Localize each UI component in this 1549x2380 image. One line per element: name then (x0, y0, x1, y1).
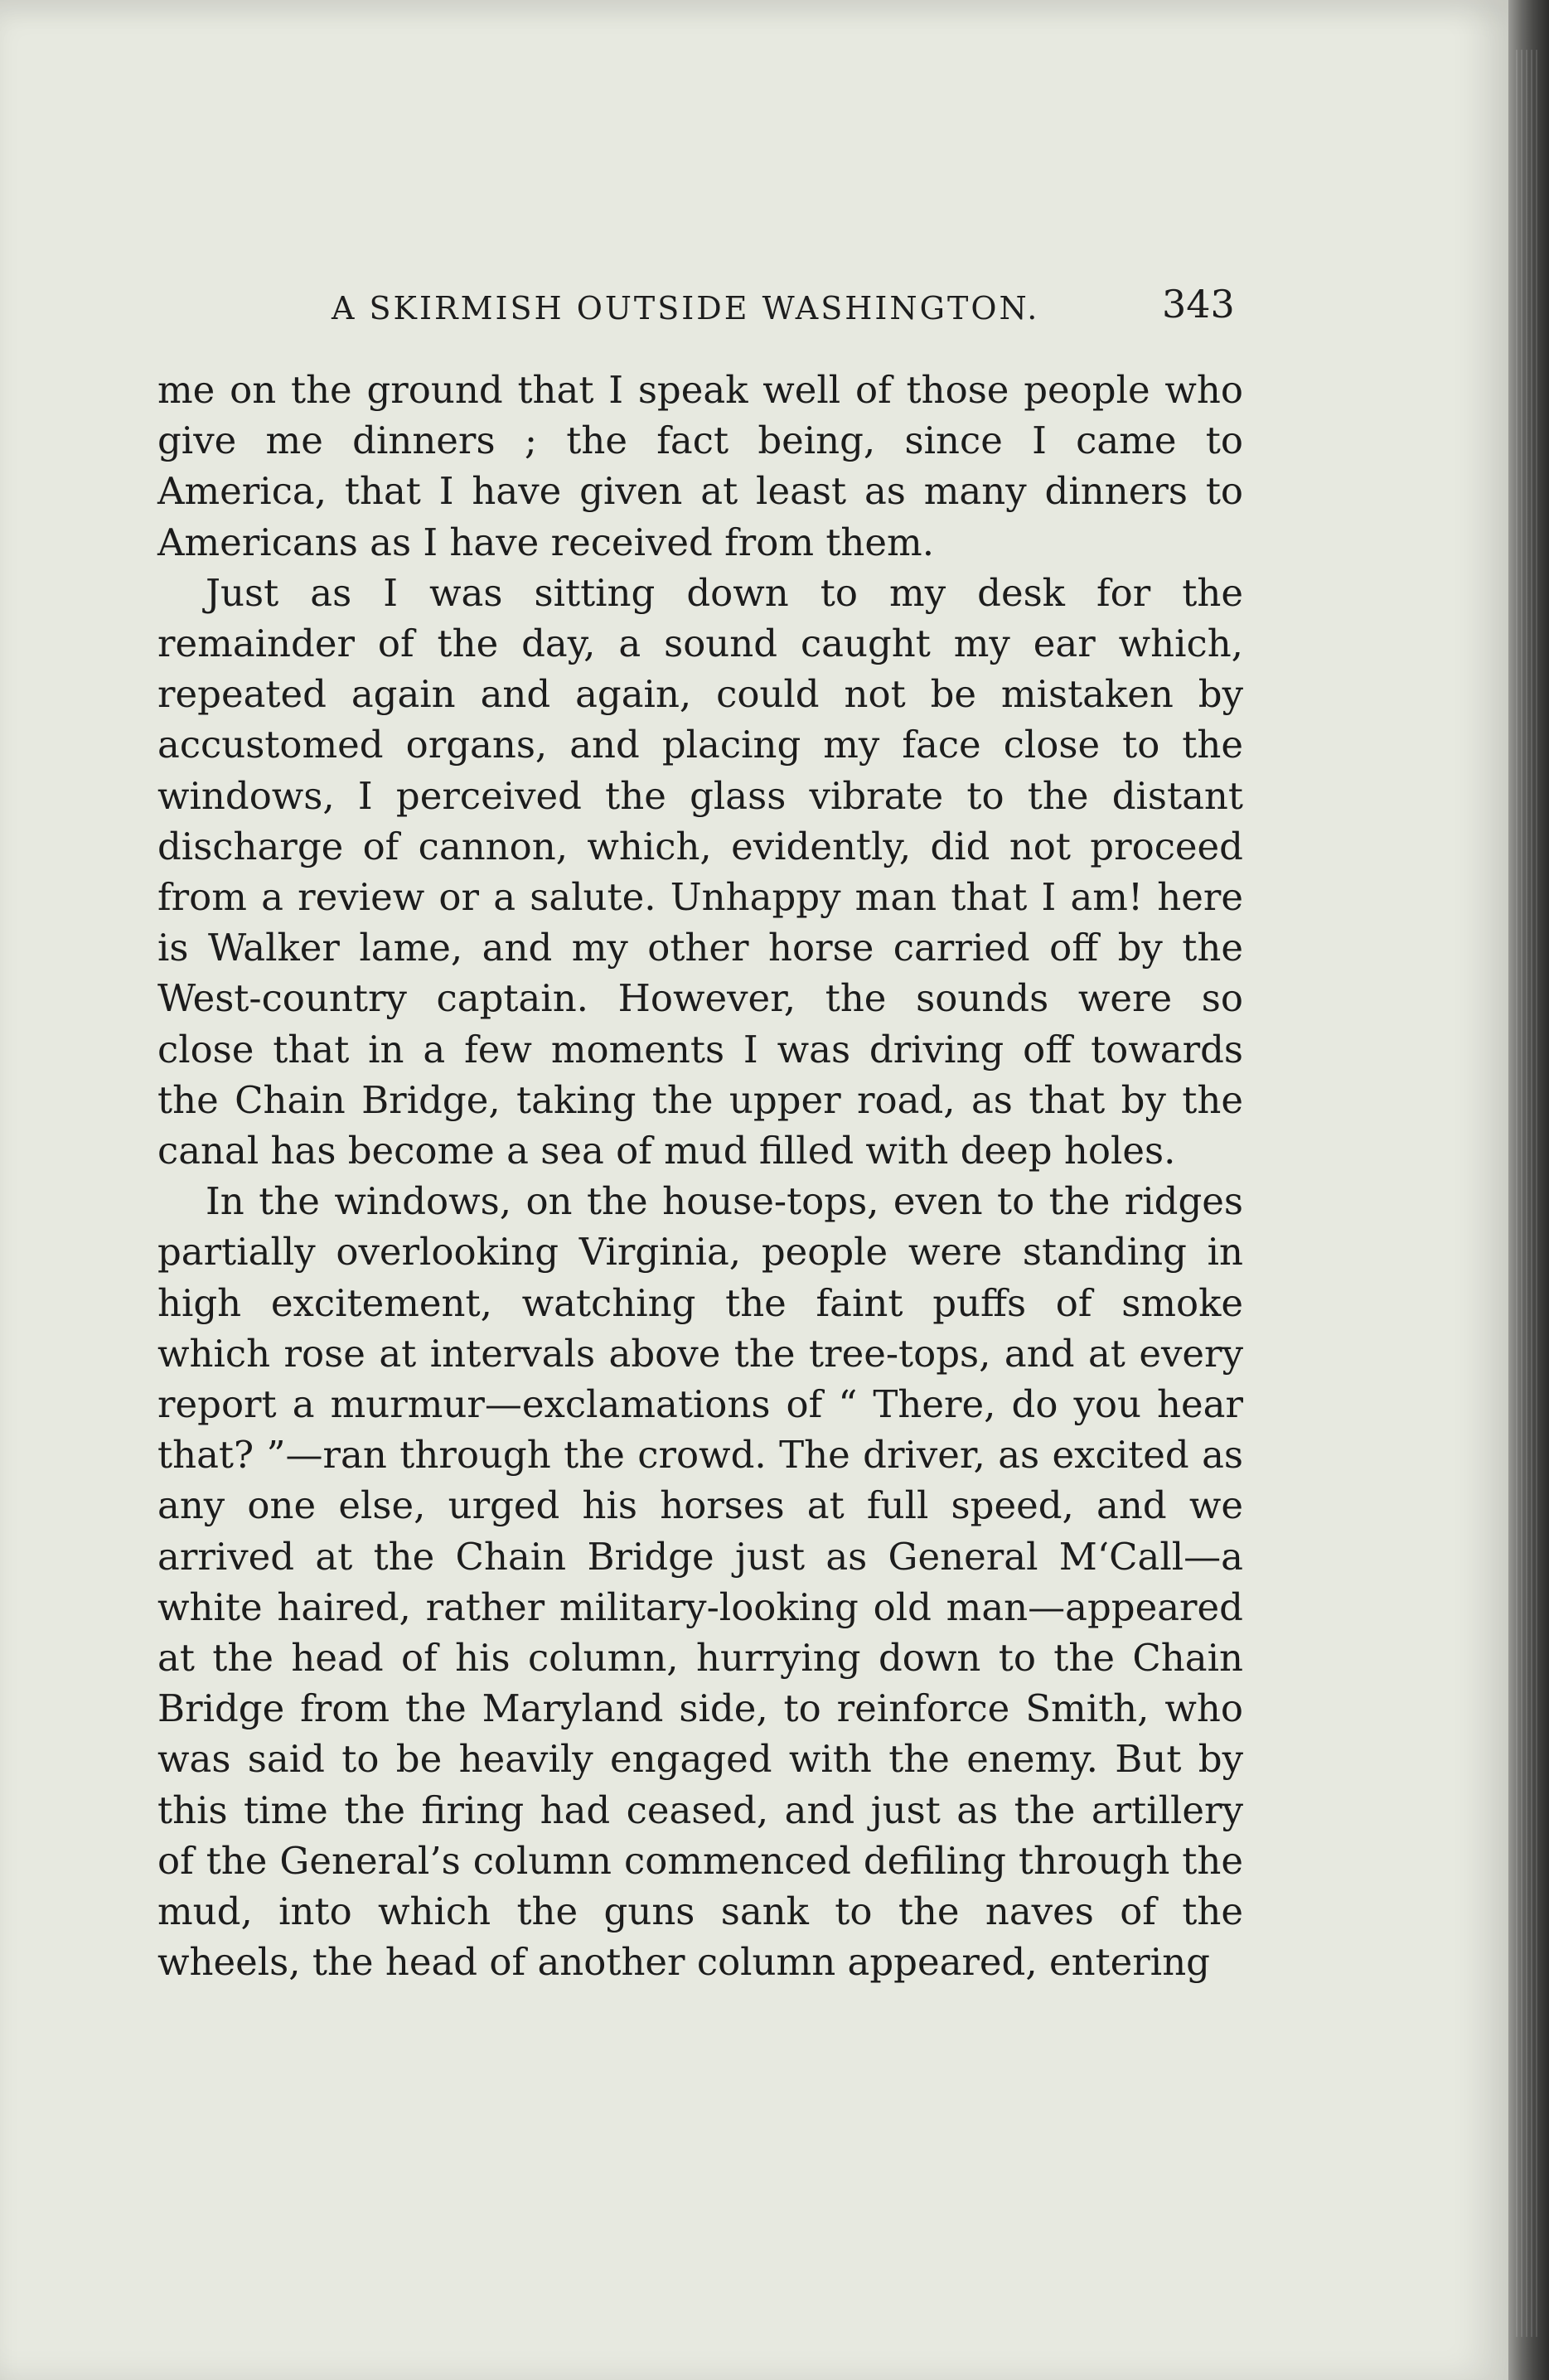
page-edge-lines (1516, 50, 1541, 2337)
body-text (157, 365, 1243, 1988)
paragraph-3: In the windows, on the house-tops, even to the ridges partially overlooking Virginia, people were standing in high excitement, watching the faint puffs of smoke which rose at intervals above the tree-tops, and at every report a murmur—exclamations of “ There, do you hear that? ”—ran through the crowd. The driver, as excited as any one else, urged his horses at full speed, and we arrived at the Chain Bridge just as General M‘Call—a white haired, rather military-looking old man—appeared at the head of his column, hurrying down to the Chain Bridge from the Maryland side, to reinforce Smith, who was said to be heavily engaged with the enemy. But by this time the firing had ceased, and just as the artillery of the General’s column commenced defiling through the mud, into which the guns sank to the naves of the wheels, the head of another column appeared, entering (157, 1179, 1243, 1985)
running-head: A SKIRMISH OUTSIDE WASHINGTON. (332, 290, 1040, 327)
book-page-edge (1508, 0, 1549, 2380)
paragraph-2: Just as I was sitting down to my desk for the remainder of the day, a sound caught my ear which, repeated again and again, could not be mistaken by accustomed organs, and placing my face close to the windows, I perceived the glass vibrate to the distant discharge of cannon, which, evidently, did not proceed from a review or a salute. Unhappy man that I am! here is Walker lame, and my other horse carried off by the West-country captain. However, the sounds were so close that in a few moments I was driving off towards the Chain Bridge, taking the upper road, as that by the canal has become a sea of mud filled with deep holes. (157, 570, 1243, 1173)
page-header (157, 280, 1235, 338)
page-number: 343 (1162, 282, 1235, 327)
paragraph-1: me on the ground that I speak well of those people who give me dinners ; the fact being, since I came to America, that I have given at least as many dinners to Americans as I have received from them. (157, 368, 1243, 564)
